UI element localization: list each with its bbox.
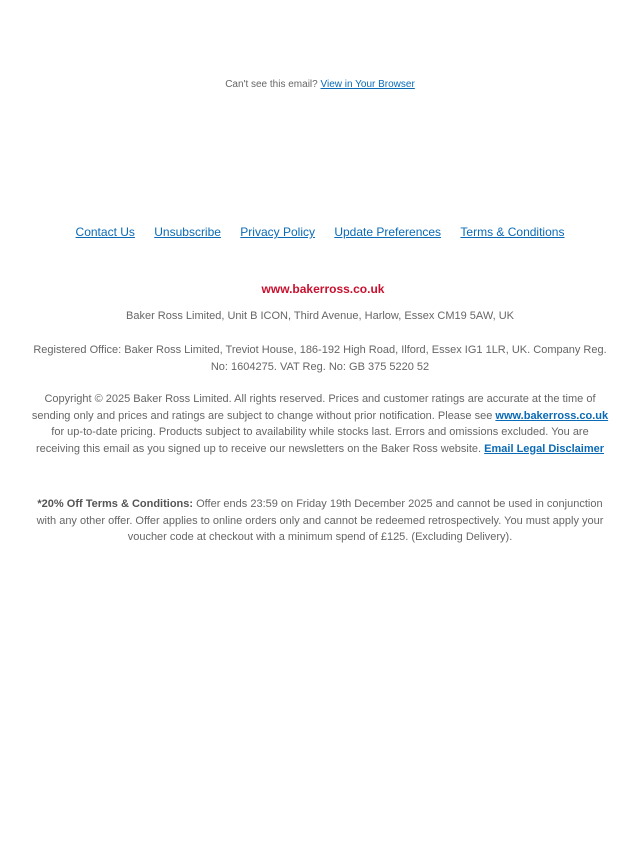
- offer-terms: [30, 496, 610, 546]
- view-in-browser-link[interactable]: View in Your Browser: [320, 79, 415, 90]
- bakerross-link[interactable]: www.bakerross.co.uk: [495, 409, 609, 422]
- registered-office: Registered Office: Baker Ross Limited, Treviot House, 186-192 High Road, Ilford, Essex IG1 1LR, UK. Company Reg. No: 1604275. VAT Reg. No: GB 375 5220 52: [33, 344, 607, 373]
- privacy-policy-link[interactable]: Privacy Policy: [240, 225, 315, 239]
- preheader: [0, 79, 640, 91]
- company-address: Baker Ross Limited, Unit B ICON, Third Avenue, Harlow, Essex CM19 5AW, UK: [126, 310, 514, 322]
- update-preferences-link[interactable]: Update Preferences: [334, 225, 442, 239]
- site-url[interactable]: www.bakerross.co.uk: [261, 282, 385, 296]
- contact-us-link[interactable]: Contact Us: [75, 225, 135, 239]
- terms-text: Offer ends 23:59 on Friday 19th December 2025 and cannot be used in conjunction with any other offer. Offer applies to online orders only and cannot be redeemed retrospectively. You must apply your voucher code at checkout with a minimum spend of £125. (Excluding Delivery).: [36, 498, 604, 543]
- copyright-text-before: Copyright © 2025 Baker Ross Limited. All rights reserved. Prices and customer ratings are accurate at the time of sending only and prices and ratings are subject to change without prior notification. Please see: [31, 393, 596, 422]
- terms-heading: *20% Off Terms & Conditions:: [37, 498, 194, 510]
- copyright-notice: [30, 391, 610, 457]
- footer-links: [0, 225, 640, 239]
- copyright-text-after: for up-to-date pricing. Products subject to availability while stocks last. Errors and omissions excluded. You are receiving this email as you signed up to receive our newsletters on the Baker Ross website.: [35, 426, 589, 455]
- unsubscribe-link[interactable]: Unsubscribe: [154, 225, 221, 239]
- terms-conditions-link[interactable]: Terms & Conditions: [460, 225, 565, 239]
- preheader-text: Can't see this email?: [225, 79, 318, 90]
- email-legal-disclaimer-link[interactable]: Email Legal Disclaimer: [484, 442, 605, 455]
